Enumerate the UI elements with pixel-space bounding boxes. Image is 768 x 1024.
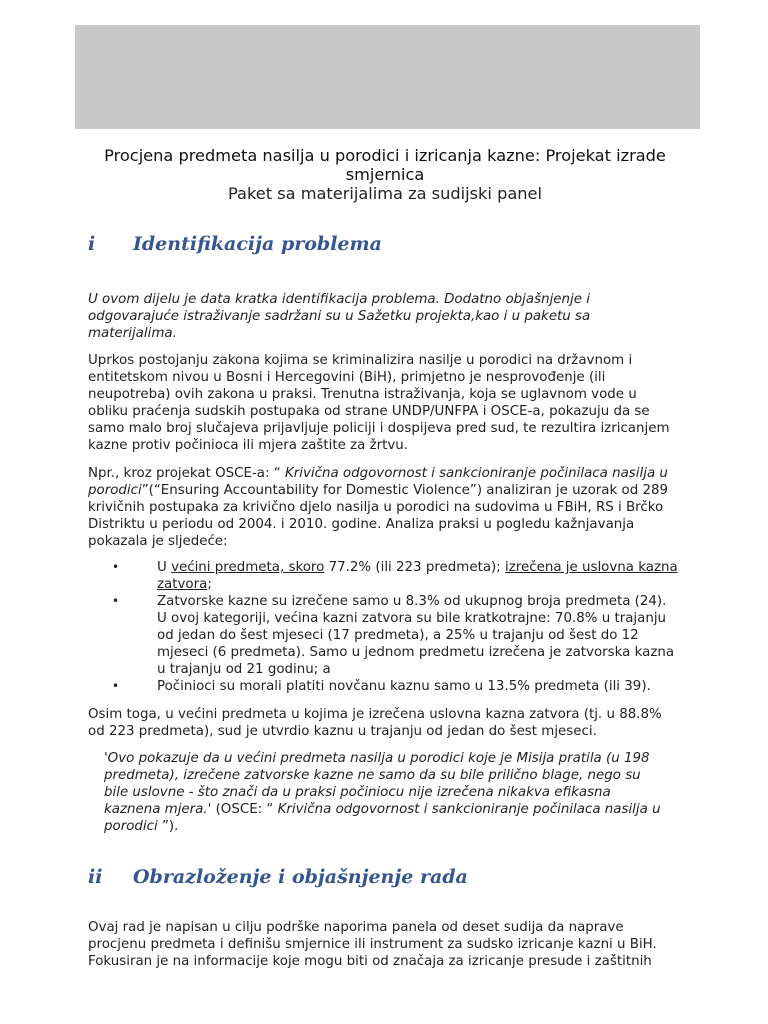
bullet-icon: •: [112, 679, 120, 693]
paragraph-purpose: Ovaj rad je napisan u cilju podrške naporima panela od deset sudija da naprave procjenu predmeta i definišu smjernice ili instrument za sudsko izricanje kazni u BiH. Fokusiran je na informacije koje mogu biti od značaja za izricanje presude i zaštitnih: [88, 920, 657, 969]
section-number: i: [88, 233, 96, 255]
project-title: Krivična odgovornost i sankcioniranje počinilaca nasilja u porodici: [88, 466, 668, 498]
underlined-text: većini predmeta, skoro: [171, 560, 325, 575]
header-placeholder-band: [75, 25, 700, 129]
paragraph-law-enforcement: Uprkos postojanju zakona kojima se kriminalizira nasilje u porodici na državnom i entitetskom nivou u Bosni i Hercegovini (BiH), primjetno je nesprovođenje (ili neupotreba) ovih zakona u praksi. Trenutna istraživanja, koja se uglavnom vode u obliku praćenja sudskih postupaka od strane UNDP/UNFPA i OSCE-a, pokazuju da se samo malo broj slučajeva prijavljuje policiji i dospijeva pred sud, te rezultira izricanjem kazne protiv počinioca ili mjera zaštite za žrtvu.: [88, 353, 670, 453]
bullet-icon: •: [112, 594, 120, 608]
quote-source-title: Krivična odgovornost i sankcioniranje počinilaca nasilja u porodici: [104, 802, 661, 834]
list-item-text: 77.2% (ili 223 predmeta);: [324, 560, 506, 575]
title-block: [75, 146, 695, 203]
list-item-text: ;: [207, 577, 212, 592]
section-heading-identification: [88, 233, 382, 255]
list-item: [88, 678, 678, 695]
list-item-text: Zatvorske kazne su izrečene samo u 8.3% od ukupnog broja predmeta (24). U ovoj kategoriji, većina kazni zatvora su bile kratkotrajne: 70.8% u trajanju od jedan do šest mjeseci (17 predmeta), a 25% u trajanju od šest do 12 mjeseci (6 predmeta). Samo u jednom predmetu izrečena je zatvorska kazna u trajanju od 21 godinu; a: [157, 594, 675, 677]
list-item-text: U: [157, 560, 172, 575]
list-item: [88, 559, 678, 593]
paragraph-text: ”(“Ensuring Accountability for Domestic Violence”) analiziran je uzorak od 289 krivičnih postupaka za krivično djelo nasilja u porodici na sudovima u FBiH, RS i Brčko Distriktu u periodu od 2004. i 2010. godine. Analiza praksi u pogledu kažnjavanja pokazala je sljedeće:: [88, 483, 669, 549]
quote-citation: ' (OSCE: “: [207, 802, 278, 817]
paragraph-osce-project: [88, 465, 678, 550]
intro-paragraph: U ovom dijelu je data kratka identifikacija problema. Dodatno objašnjenje i odgovarajuće istraživanje sadržani su u Sažetku projekta,kao i u paketu sa materijalima.: [88, 292, 591, 341]
section-title: Identifikacija problema: [133, 233, 382, 255]
section-title: Obrazloženje i objašnjenje rada: [133, 866, 468, 888]
quote-text: 'Ovo pokazuje da u većini predmeta nasilja u porodici koje je Misija pratila (u 198 predmeta), izrečene zatvorske kazne ne samo da su bile prilično blage, nego su bile uslovne - što znači da u praksi počiniocu nije izrečena nikakva efikasna kaznena mjera.: [104, 751, 650, 817]
findings-list: [88, 559, 678, 695]
list-item: [88, 593, 678, 678]
paragraph-suspended-sentences: Osim toga, u većini predmeta u kojima je izrečena uslovna kazna zatvora (tj. u 88.8% od 223 predmeta), sud je utvrdio kaznu u trajanju od jedan do šest mjeseci.: [88, 707, 662, 739]
list-item-text: Počinioci su morali platiti novčanu kaznu samo u 13.5% predmeta (ili 39).: [157, 679, 651, 694]
bullet-icon: •: [112, 560, 120, 574]
underlined-text: izrečena je uslovna kazna zatvora: [157, 560, 678, 592]
quote-citation-end: ”).: [157, 819, 179, 834]
paragraph-text: Npr., kroz projekat OSCE-a: “: [88, 466, 285, 481]
osce-quote: [104, 750, 664, 835]
section-heading-rationale: [88, 866, 468, 888]
document-title: Procjena predmeta nasilja u porodici i izricanja kazne: Projekat izrade smjernica: [104, 146, 666, 184]
document-subtitle: Paket sa materijalima za sudijski panel: [228, 184, 542, 203]
section-number: ii: [88, 866, 103, 888]
